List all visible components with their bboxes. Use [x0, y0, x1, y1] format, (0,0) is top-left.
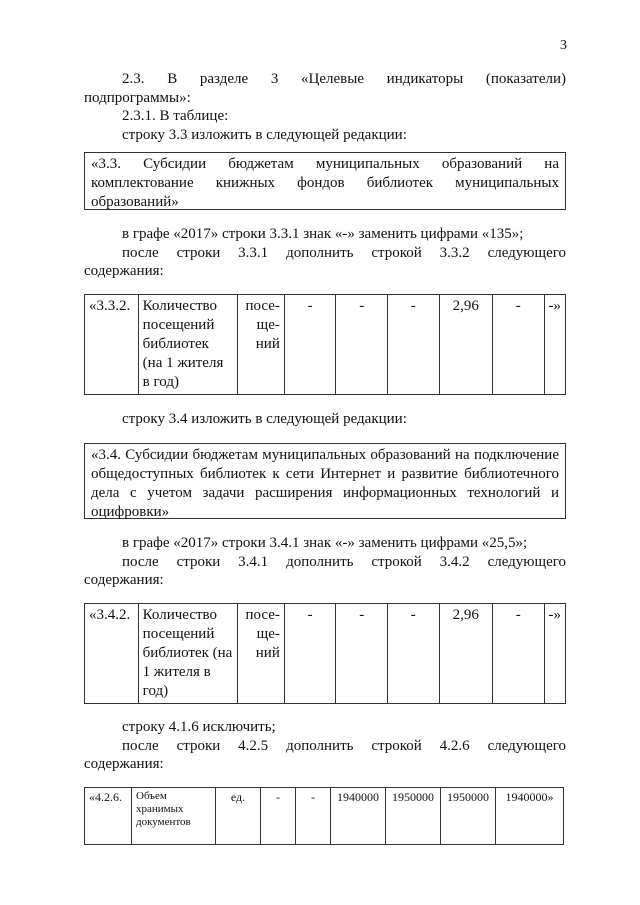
cell-value-1: - — [284, 295, 336, 395]
cell-number: «3.3.2. — [85, 295, 139, 395]
quote-3-4-line2: общедоступных библиотек к сети Интернет и развитие библиотечного — [91, 466, 559, 482]
quote-3-4-line1: «3.4. Субсидии бюджетам муниципальных образований на подключение — [91, 447, 559, 463]
cell-value-2: - — [336, 604, 388, 704]
cell-value-2: - — [336, 295, 388, 395]
quote-box-3-4 — [84, 443, 566, 519]
cell-value-6: -» — [544, 604, 566, 704]
cell-value-4: 2,96 — [439, 604, 492, 704]
cell-indicator-name: Количество посещений библиотек (на 1 жителя в год) — [138, 295, 238, 395]
cell-value-2: - — [296, 788, 331, 845]
cell-indicator-name: Объем хранимых документов — [132, 788, 216, 845]
cell-value-5: 1950000 — [441, 788, 496, 845]
cell-value-4: 1950000 — [386, 788, 441, 845]
cell-value-4: 2,96 — [439, 295, 492, 395]
cell-unit: ед. — [216, 788, 261, 845]
cell-value-6: 1940000» — [496, 788, 564, 845]
section-2-3-line1: 2.3. В разделе 3 «Целевые индикаторы (показатели) — [122, 71, 566, 87]
section-2-3-line2: подпрограммы»: — [84, 90, 191, 106]
instruction-row-3-3: строку 3.3 изложить в следующей редакции: — [122, 127, 407, 143]
cell-indicator-name: Количество посещений библиотек (на 1 жителя в год) — [138, 604, 238, 704]
instruction-add-4-2-6-line2: содержания: — [84, 756, 164, 772]
instruction-add-4-2-6-line1: после строки 4.2.5 дополнить строкой 4.2.6 следующего — [122, 738, 566, 754]
instruction-add-3-3-2-line1: после строки 3.3.1 дополнить строкой 3.3.2 следующего — [122, 245, 566, 261]
section-2-3-1: 2.3.1. В таблице: — [122, 108, 229, 124]
quote-3-4-line4: оцифровки» — [91, 504, 170, 520]
cell-number: «4.2.6. — [85, 788, 132, 845]
instruction-2017-3-3-1: в графе «2017» строки 3.3.1 знак «-» заменить цифрами «135»; — [122, 226, 524, 242]
cell-unit: посе- ще- ний — [238, 295, 285, 395]
quote-3-3-line2: комплектование книжных фондов библиотек муниципальных — [91, 175, 559, 191]
cell-value-3: - — [388, 604, 440, 704]
cell-value-5: - — [492, 295, 544, 395]
table-row-3-4-2 — [84, 603, 566, 704]
quote-box-3-3 — [84, 152, 566, 210]
quote-3-4-line3: дела с учетом задачи расширения информационных технологий и — [91, 485, 559, 501]
instruction-add-3-3-2-line2: содержания: — [84, 263, 164, 279]
cell-value-3: - — [388, 295, 440, 395]
cell-value-1: - — [261, 788, 296, 845]
table-row-3-3-2 — [84, 294, 566, 395]
quote-3-3-line3: образований» — [91, 194, 179, 210]
cell-value-5: - — [492, 604, 544, 704]
cell-value-3: 1940000 — [331, 788, 386, 845]
instruction-2017-3-4-1: в графе «2017» строки 3.4.1 знак «-» заменить цифрами «25,5»; — [122, 535, 528, 551]
instruction-delete-4-1-6: строку 4.1.6 исключить; — [122, 719, 276, 735]
instruction-add-3-4-2-line1: после строки 3.4.1 дополнить строкой 3.4.2 следующего — [122, 554, 566, 570]
cell-value-1: - — [284, 604, 336, 704]
cell-unit: посе- ще- ний — [238, 604, 285, 704]
instruction-row-3-4: строку 3.4 изложить в следующей редакции: — [122, 411, 407, 427]
cell-value-6: -» — [544, 295, 566, 395]
instruction-add-3-4-2-line2: содержания: — [84, 572, 164, 588]
table-row-4-2-6 — [84, 787, 564, 845]
page-number: 3 — [560, 38, 567, 53]
quote-3-3-line1: «3.3. Субсидии бюджетам муниципальных образований на — [91, 156, 559, 172]
cell-number: «3.4.2. — [85, 604, 139, 704]
